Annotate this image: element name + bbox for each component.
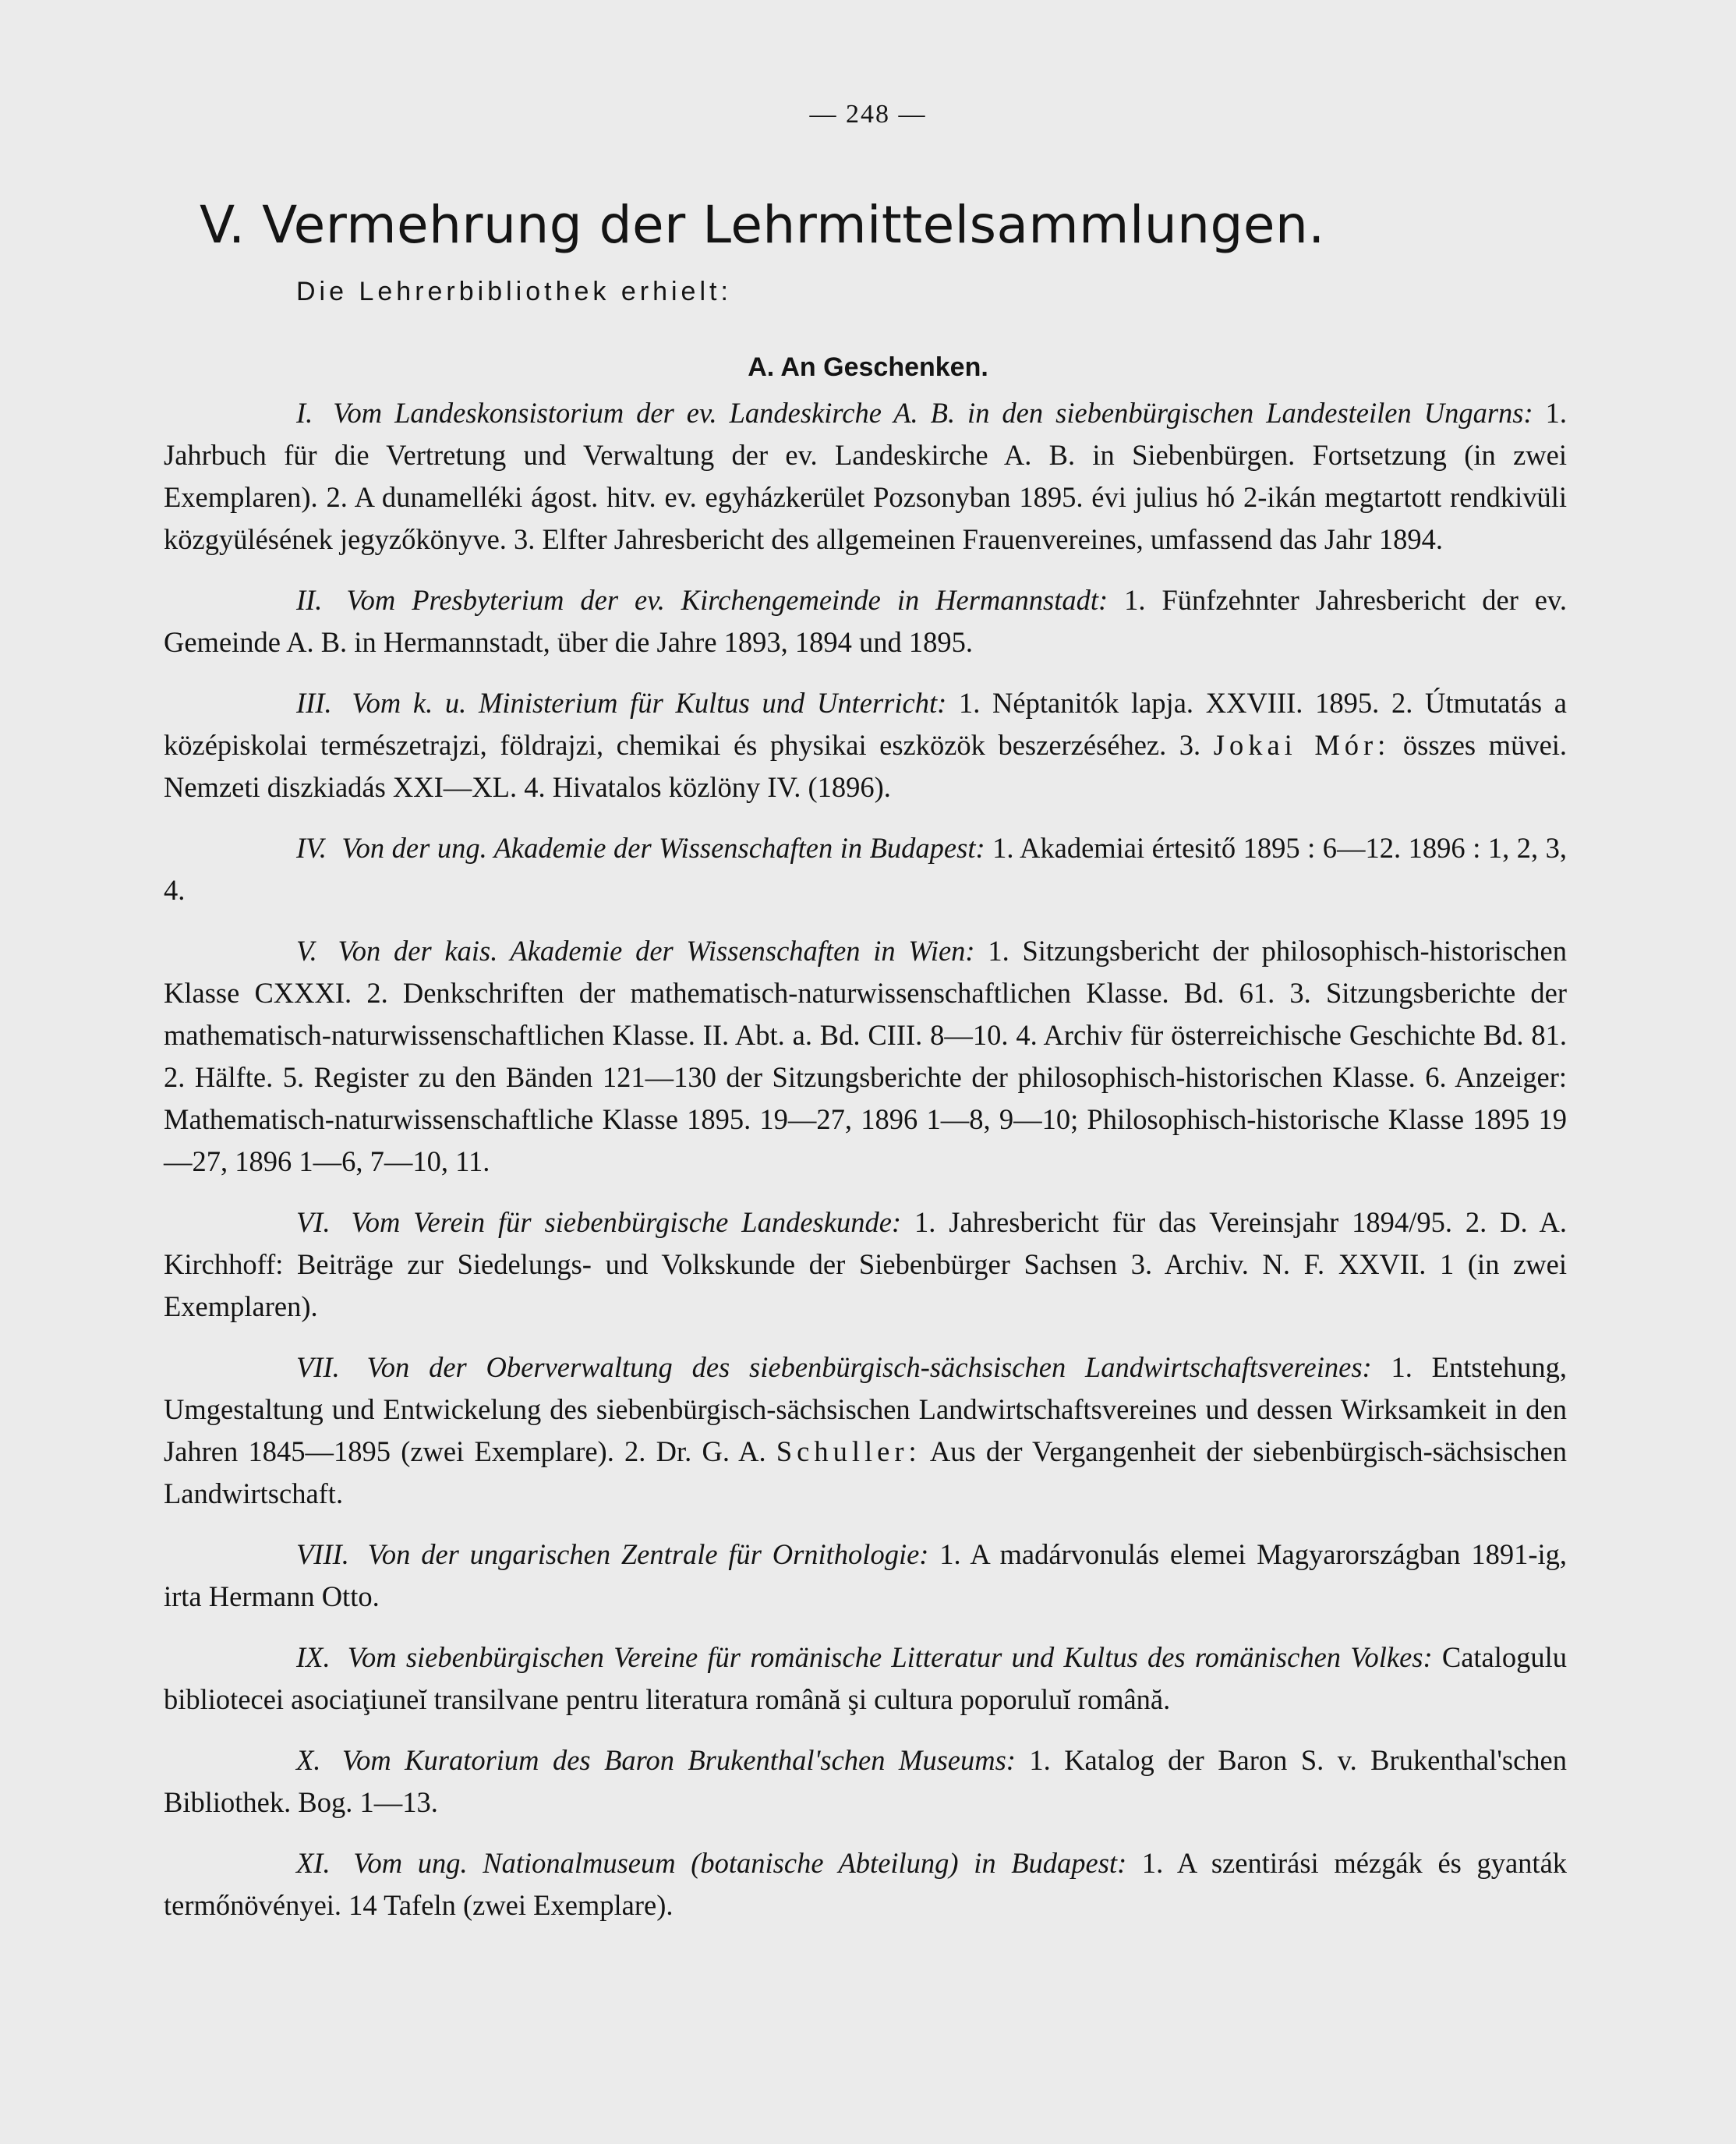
entry-text-continued: összes müvei. Nemzeti diszkiadás XXI—XL. 4. Hivatalos közlöny IV. (1896). xyxy=(164,729,1568,803)
entry-text: 1. A madárvonulás elemei Magyarországban 1891-ig, irta Hermann Otto. xyxy=(164,1538,1567,1612)
entry-numeral: IV. xyxy=(296,832,327,864)
entry-source: Von der kais. Akademie der Wissenschaften in Wien: xyxy=(338,935,975,967)
section-heading: V. Vermehrung der Lehrmittelsammlungen. xyxy=(200,195,1325,255)
donation-entry xyxy=(164,392,1567,561)
entry-text: 1. Jahresbericht für das Vereinsjahr 1894/95. 2. D. A. Kirchhoff: Beiträge zur Siedelungs- und Volkskunde der Siebenbürger Sachsen 3. Archiv. N. F. XXVII. 1 (in zwei Exemplaren). xyxy=(164,1206,1567,1322)
entry-numeral: X. xyxy=(296,1744,321,1776)
entry-text: 1. A szentirási mézgák és gyanták termőnövényei. 14 Tafeln (zwei Exemplare). xyxy=(164,1847,1568,1921)
entry-source: Vom siebenbürgischen Vereine für romänische Litteratur und Kultus des romänischen Volkes: xyxy=(347,1641,1433,1673)
entry-numeral: III. xyxy=(296,687,332,719)
donation-entry xyxy=(164,579,1567,663)
entry-source: Von der Oberverwaltung des siebenbürgisch-sächsischen Landwirtschaftsvereines: xyxy=(366,1351,1372,1383)
entry-numeral: V. xyxy=(296,935,317,967)
entry-numeral: VII. xyxy=(296,1351,340,1383)
entry-text: 1. Néptanitók lapja. XXVIII. 1895. 2. Útmutatás a középiskolai természetrajzi, földrajzi, chemikai és physikai eszközök beszerzéséhez. 3. xyxy=(164,687,1567,761)
entry-numeral: VI. xyxy=(296,1206,331,1238)
entry-source: Vom Landeskonsistorium der ev. Landeskirche A. B. in den siebenbürgischen Landesteilen Ungarns: xyxy=(333,397,1533,429)
donation-entry xyxy=(164,827,1567,911)
donation-entry xyxy=(164,930,1567,1183)
entry-text: 1. Sitzungsbericht der philosophisch-historischen Klasse CXXXI. 2. Denkschriften der mathematisch-naturwissenschaftlichen Klasse. Bd. 61. 3. Sitzungsberichte der mathematisch-naturwissenschaftlichen Klasse. II. Abt. a. Bd. CIII. 8—10. 4. Archiv für österreichische Geschichte Bd. 81. 2. Hälfte. 5. Register zu den Bänden 121—130 der Sitzungsberichte der philosophisch-historischen Klasse. 6. Anzeiger: Mathematisch-naturwissenschaftliche Klasse 1895. 19—27, 1896 1—8, 9—10; Philosophisch-historische Klasse 1895 19—27, 1896 1—6, 7—10, 11. xyxy=(164,935,1567,1177)
entry-numeral: II. xyxy=(296,584,323,616)
donation-entry xyxy=(164,1346,1567,1515)
donation-entry xyxy=(164,682,1567,808)
intro-line: Die Lehrerbibliothek erhielt: xyxy=(296,277,732,306)
donation-entry xyxy=(164,1636,1567,1721)
author-name: Jokai Mór: xyxy=(1213,729,1391,761)
donation-list xyxy=(164,392,1567,1945)
page-number: — 248 — xyxy=(809,100,927,129)
entry-text: 1. Akademiai értesitő 1895 : 6—12. 1896 : 1, 2, 3, 4. xyxy=(164,832,1568,906)
entry-source: Vom Presbyterium der ev. Kirchengemeinde in Hermannstadt: xyxy=(346,584,1108,616)
donation-entry xyxy=(164,1842,1567,1926)
entry-source: Vom k. u. Ministerium für Kultus und Unterricht: xyxy=(352,687,947,719)
entry-text: 1. Entstehung, Umgestaltung und Entwickelung des siebenbürgisch-sächsischen Landwirtschaftsvereines und dessen Wirksamkeit in den Jahren 1845—1895 (zwei Exemplare). 2. Dr. G. A. xyxy=(164,1351,1568,1467)
donation-entry xyxy=(164,1534,1567,1618)
entry-numeral: I. xyxy=(296,397,313,429)
entry-text-continued: Aus der Vergangenheit der siebenbürgisch-sächsischen Landwirtschaft. xyxy=(164,1435,1567,1509)
entry-numeral: XI. xyxy=(296,1847,331,1879)
entry-source: Vom ung. Nationalmuseum (botanische Abteilung) in Budapest: xyxy=(353,1847,1127,1879)
entry-text: Catalogulu bibliotecei asociaţiuneĭ transilvane pentru literatura română şi cultura poporuluĭ română. xyxy=(164,1641,1568,1715)
entry-numeral: IX. xyxy=(296,1641,331,1673)
donation-entry xyxy=(164,1739,1567,1824)
subsection-heading: A. An Geschenken. xyxy=(748,352,988,382)
entry-source: Vom Kuratorium des Baron Brukenthal'schen Museums: xyxy=(341,1744,1016,1776)
entry-text: 1. Fünfzehnter Jahresbericht der ev. Gemeinde A. B. in Hermannstadt, über die Jahre 1893, 1894 und 1895. xyxy=(164,584,1568,658)
entry-source: Von der ungarischen Zentrale für Ornithologie: xyxy=(367,1538,929,1570)
donation-entry xyxy=(164,1201,1567,1328)
entry-source: Vom Verein für siebenbürgische Landeskunde: xyxy=(351,1206,902,1238)
author-name: Schuller: xyxy=(776,1435,921,1467)
entry-source: Von der ung. Akademie der Wissenschaften in Budapest: xyxy=(341,832,985,864)
entry-numeral: VIII. xyxy=(296,1538,349,1570)
entry-text: 1. Katalog der Baron S. v. Brukenthal'schen Bibliothek. Bog. 1—13. xyxy=(164,1744,1567,1818)
entry-text: 1. Jahrbuch für die Vertretung und Verwaltung der ev. Landeskirche A. B. in Siebenbürgen. Fortsetzung (in zwei Exemplaren). 2. A dunamelléki ágost. hitv. ev. egyházkerület Pozsonyban 1895. évi julius hó 2-ikán megtartott rendkivüli közgyülésének jegyzőkönyve. 3. Elfter Jahresbericht des allgemeinen Frauenvereines, umfassend das Jahr 1894. xyxy=(164,397,1568,555)
